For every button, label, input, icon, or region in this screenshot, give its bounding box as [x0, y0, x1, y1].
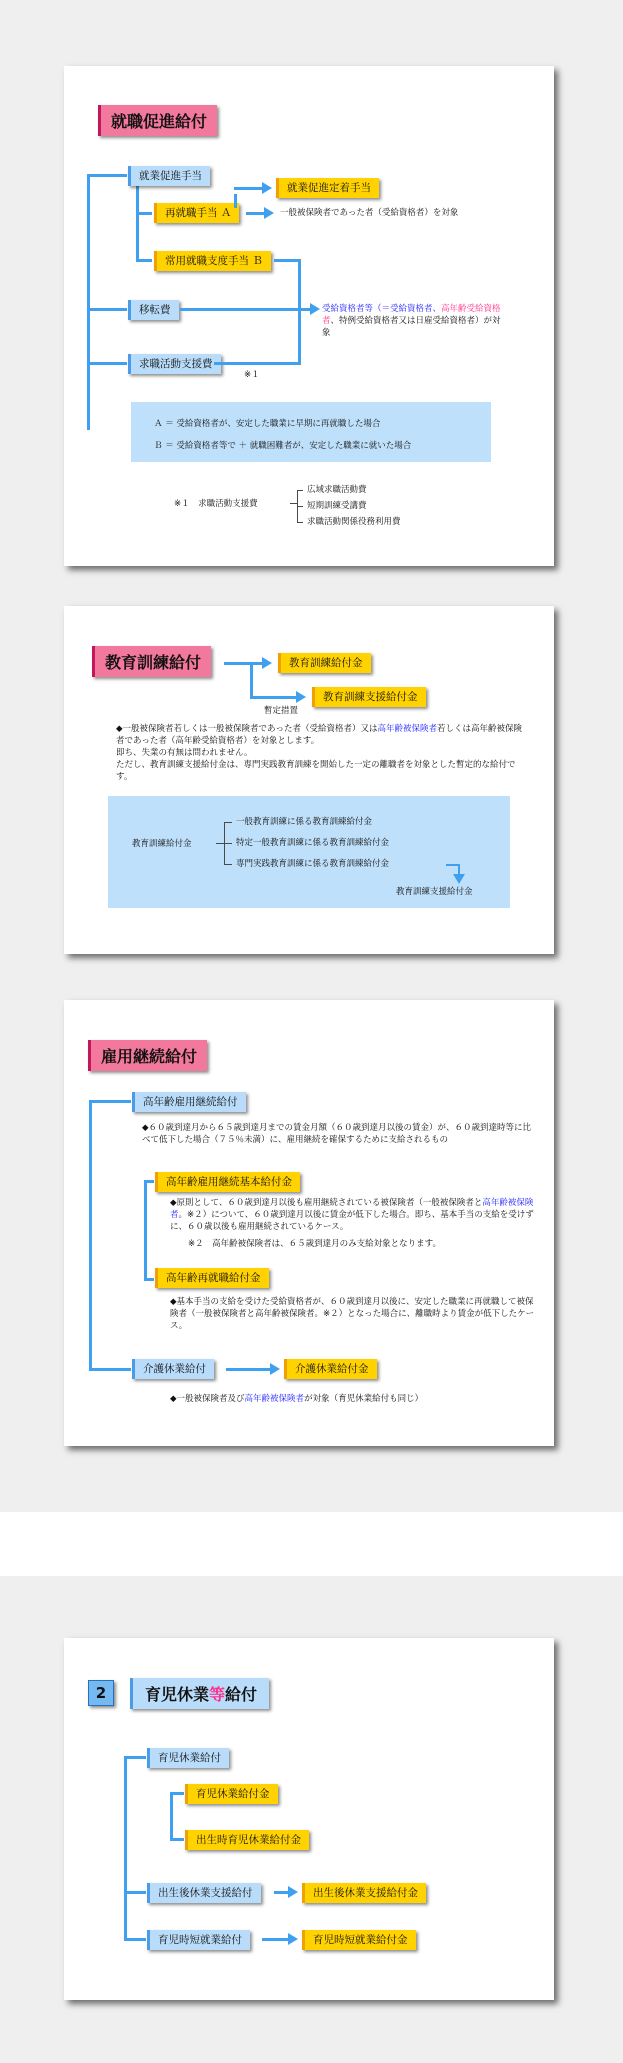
- definition-b: Ｂ ＝ 受給資格者等で ＋ 就職困難者が、安定した職業に就いた場合: [154, 441, 412, 451]
- connector: [250, 664, 253, 698]
- slide-childcare-leave: [64, 1638, 554, 2000]
- connector: [234, 194, 237, 208]
- connector: [180, 308, 300, 311]
- slide-title: 雇用継続給付: [88, 1040, 207, 1071]
- arrow-icon: [262, 657, 272, 669]
- eligibility-text: ◆一般被保険者若しくは一般被保険者であった者（受給資格者）又は高年齢被保険者若しくは高年齢被保険者であった者（高年齢受給資格者）を対象とします。 即ち、失業の有無は問われません。 ただし、教育訓練支援給付金は、専門実践教育訓練を開始した一定の離職者を対象とした暫定的な給付です。: [116, 724, 522, 782]
- elderly-continuation-desc: ◆６０歳到達月から６５歳到達月までの賃金月額（６０歳到達月以後の賃金）が、６０歳到達時等に比べて低下した場合（７５％未満）に、雇用継続を確保するために支給されるもの: [142, 1123, 532, 1145]
- tree-line: [89, 1368, 131, 1371]
- item-childcare-leave: 育児休業給付: [147, 1748, 229, 1768]
- footnote-item: 短期訓練受講費: [307, 501, 367, 511]
- tree-line: [87, 362, 127, 365]
- connector: [274, 259, 298, 262]
- box-item: 特定一般教育訓練に係る教育訓練給付金: [236, 838, 390, 848]
- connector: [262, 1938, 290, 1941]
- tree-line: [124, 1938, 146, 1941]
- tree-line: [87, 174, 90, 430]
- tree-line: [124, 1756, 146, 1759]
- box-bracket: [224, 822, 232, 823]
- box-bracket: [216, 843, 224, 844]
- item-elderly-reemployment-benefit: 高年齢再就職給付金: [155, 1268, 269, 1288]
- box-extra-item: 教育訓練支援給付金: [396, 887, 473, 897]
- item-regular-employment-preparation: 常用就職支度手当 Ｂ: [154, 251, 271, 271]
- item-postnatal-leave-support-benefit: 出生後休業支援給付金: [302, 1883, 426, 1903]
- arrow-icon: [264, 207, 274, 219]
- item-settlement-allowance: 就業促進定着手当: [276, 178, 379, 198]
- box-label: 教育訓練給付金: [132, 839, 192, 849]
- slide-education-training: [64, 606, 554, 954]
- box-bracket: [224, 843, 232, 844]
- item-childcare-leave-benefit: 育児休業給付金: [185, 1784, 278, 1804]
- tree-line: [136, 212, 152, 215]
- footnote-mark: ※１: [244, 370, 260, 380]
- item-childcare-short-work: 育児時短就業給付: [147, 1930, 250, 1950]
- box-bracket: [224, 864, 232, 865]
- arrow-icon: [288, 1933, 298, 1945]
- slide-title: 育児休業等給付: [130, 1678, 269, 1709]
- arrow-icon: [296, 691, 306, 703]
- item-elderly-basic-benefit: 高年齢雇用継続基本給付金: [155, 1172, 300, 1192]
- slide-employment-promotion: [64, 66, 554, 566]
- slide-employment-continuation: [64, 1000, 554, 1446]
- box-item: 専門実践教育訓練に係る教育訓練給付金: [236, 859, 390, 869]
- tree-line: [89, 1100, 92, 1370]
- connector: [214, 362, 300, 365]
- footnote-bracket: [290, 503, 297, 504]
- care-leave-desc: ◆一般被保険者及び高年齢被保険者が対象（育児休業給付も同じ）: [170, 1394, 424, 1404]
- footnote-label: ※１ 求職活動支援費: [174, 499, 258, 509]
- arrow-icon: [288, 1886, 298, 1898]
- item-postnatal-leave-support: 出生後休業支援給付: [147, 1883, 261, 1903]
- tree-line: [144, 1180, 154, 1183]
- footnote-item: 広域求職活動費: [307, 485, 367, 495]
- tree-line: [144, 1278, 154, 1281]
- note-b: 受給資格者等（＝受給資格者、高年齢受給資格者、特例受給資格者又は日雇受給資格者）が対象: [322, 304, 501, 338]
- connector: [234, 187, 264, 190]
- footnote-2: ※２ 高年齢被保険者は、６５歳到達月のみ支給対象となります。: [188, 1239, 441, 1249]
- definition-box: [131, 402, 491, 462]
- section-number-badge: 2: [88, 1680, 114, 1706]
- arrow-icon: [262, 182, 272, 194]
- item-training-benefit: 教育訓練給付金: [278, 653, 371, 673]
- item-childcare-short-work-benefit: 育児時短就業給付金: [302, 1930, 416, 1950]
- tree-line: [170, 1792, 184, 1795]
- item-employment-promotion-allowance: 就業促進手当: [128, 166, 210, 186]
- provisional-label: 暫定措置: [264, 706, 299, 716]
- item-job-search-support: 求職活動支援費: [128, 354, 221, 374]
- tree-line: [144, 1180, 147, 1280]
- connector: [298, 259, 301, 365]
- basic-benefit-desc: ◆原則として、６０歳到達月以後も雇用継続されている被保険者（一般被保険者と高年齢被保険者。※２）について、６０歳到達月以後に賃金が低下した場合。即ち、基本手当の支給を受けずに、６０歳以後も雇用継続されているケース。: [170, 1198, 534, 1232]
- box-item: 一般教育訓練に係る教育訓練給付金: [236, 817, 373, 827]
- tree-line: [124, 1756, 127, 1940]
- footnote-bracket: [297, 522, 303, 523]
- item-care-leave: 介護休業給付: [132, 1359, 214, 1379]
- tree-line: [89, 1100, 131, 1103]
- tree-line: [87, 308, 127, 311]
- note-a: 一般被保険者であった者（受給資格者）を対象: [280, 208, 459, 218]
- tree-line: [136, 259, 152, 262]
- arrow-down-icon: [453, 874, 465, 884]
- definition-a: Ａ ＝ 受給資格者が、安定した職業に早期に再就職した場合: [154, 419, 381, 429]
- footnote-bracket: [297, 490, 303, 491]
- arrow-icon: [270, 1363, 280, 1375]
- item-elderly-continuation: 高年齢雇用継続給付: [132, 1092, 246, 1112]
- tree-line: [136, 184, 139, 262]
- slide-title: 就職促進給付: [98, 105, 217, 136]
- item-training-support-benefit: 教育訓練支援給付金: [312, 687, 426, 707]
- connector: [250, 696, 298, 699]
- item-reemployment-allowance: 再就職手当 Ａ: [154, 203, 239, 223]
- tree-line: [124, 1891, 146, 1894]
- item-birth-childcare-leave-benefit: 出生時育児休業給付金: [185, 1830, 309, 1850]
- tree-line: [170, 1838, 184, 1841]
- connector: [246, 212, 266, 215]
- item-relocation-expense: 移転費: [128, 300, 179, 320]
- arrow-icon: [310, 303, 320, 315]
- reemployment-benefit-desc: ◆基本手当の支給を受けた受給資格者が、６０歳到達月以後に、安定した職業に再就職して被保険者（一般被保険者と高年齢被保険者。※２）となった場合に、離職時より賃金が低下したケース。: [170, 1297, 535, 1331]
- tree-line: [87, 174, 127, 177]
- footnote-item: 求職活動関係役務利用費: [307, 517, 401, 527]
- slide-title: 教育訓練給付: [92, 646, 211, 677]
- connector: [226, 1368, 272, 1371]
- footnote-bracket: [297, 506, 303, 507]
- connector: [224, 662, 264, 665]
- tree-line: [170, 1792, 173, 1840]
- item-care-leave-benefit: 介護休業給付金: [284, 1359, 377, 1379]
